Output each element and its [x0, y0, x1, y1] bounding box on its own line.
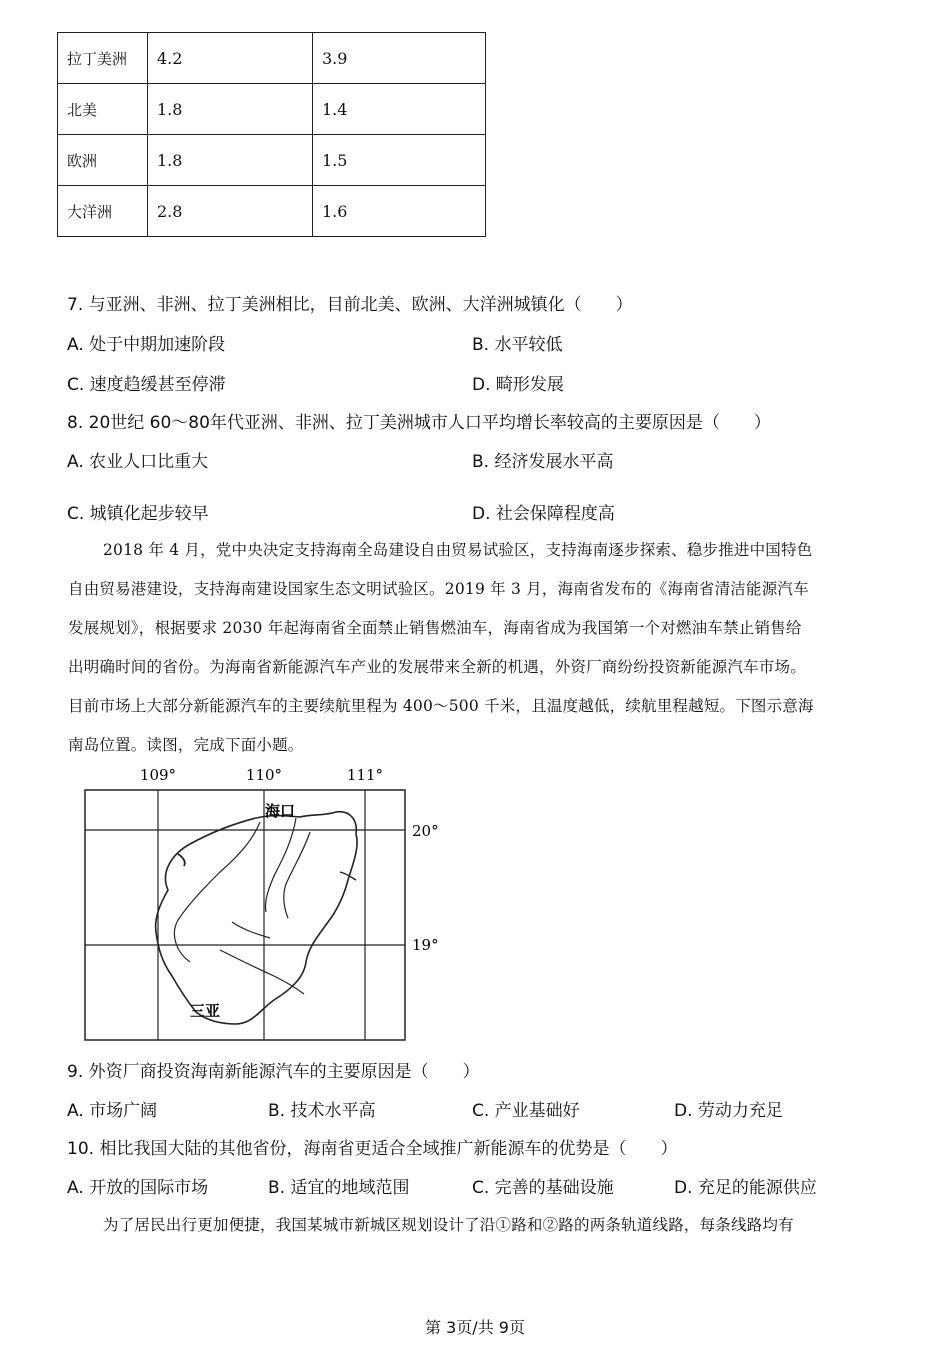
table-row — [58, 84, 486, 135]
hainan-coastline — [156, 812, 357, 1024]
question-9-stem: 9. 外资厂商投资海南新能源汽车的主要原因是（ ） — [67, 1062, 480, 1082]
question-9-option-b[interactable]: B. 技术水平高 — [268, 1101, 376, 1121]
question-10-option-d[interactable]: D. 充足的能源供应 — [674, 1178, 817, 1198]
question-7-stem: 7. 与亚洲、非洲、拉丁美洲相比，目前北美、欧洲、大洋洲城镇化（ ） — [67, 295, 633, 315]
question-9-option-c[interactable]: C. 产业基础好 — [472, 1101, 580, 1121]
hainan-island-map — [60, 762, 445, 1044]
question-10-option-b[interactable]: B. 适宜的地域范围 — [268, 1178, 410, 1198]
longitude-label: 111° — [346, 766, 384, 784]
latitude-label: 19° — [412, 936, 439, 954]
table-cell-region: 欧洲 — [58, 135, 148, 186]
city-label-haikou: 海口 — [265, 802, 296, 820]
table-cell-value: 1.8 — [148, 135, 313, 186]
question-7-option-d[interactable]: D. 畸形发展 — [472, 375, 564, 395]
question-8-option-c[interactable]: C. 城镇化起步较早 — [67, 504, 209, 524]
passage-2-line: 为了居民出行更加便捷，我国某城市新城区规划设计了沿①路和②路的两条轨道线路，每条线路均有 — [103, 1216, 794, 1234]
longitude-label: 109° — [139, 766, 177, 784]
table-cell-region: 大洋洲 — [58, 186, 148, 237]
table-row — [58, 186, 486, 237]
table-cell-region: 拉丁美洲 — [58, 33, 148, 84]
table-cell-value: 1.4 — [313, 84, 486, 135]
city-label-sanya: 三亚 — [190, 1002, 221, 1020]
passage-line: 目前市场上大部分新能源汽车的主要续航里程为 400～500 千米，且温度越低，续航里程越短。下图示意海 — [68, 697, 814, 715]
question-10-option-c[interactable]: C. 完善的基础设施 — [472, 1178, 614, 1198]
question-8-stem: 8. 20世纪 60～80年代亚洲、非洲、拉丁美洲城市人口平均增长率较高的主要原因是（ ） — [67, 413, 771, 433]
urbanization-rate-table — [57, 32, 486, 237]
table-cell-value: 3.9 — [313, 33, 486, 84]
river — [174, 822, 260, 962]
table-cell-region: 北美 — [58, 84, 148, 135]
table-cell-value: 1.8 — [148, 84, 313, 135]
table-cell-value: 1.6 — [313, 186, 486, 237]
page-number: 第 3页/共 9页 — [425, 1318, 525, 1337]
passage-line: 2018 年 4 月，党中央决定支持海南全岛建设自由贸易试验区，支持海南逐步探索、稳步推进中国特色 — [103, 541, 813, 559]
table-cell-value: 2.8 — [148, 186, 313, 237]
passage-line: 自由贸易港建设，支持海南建设国家生态文明试验区。2019 年 3 月，海南省发布的《海南省清洁能源汽车 — [68, 580, 809, 598]
table-row — [58, 135, 486, 186]
question-7-option-a[interactable]: A. 处于中期加速阶段 — [67, 335, 226, 355]
table-cell-value: 4.2 — [148, 33, 313, 84]
question-10-stem: 10. 相比我国大陆的其他省份，海南省更适合全域推广新能源车的优势是（ ） — [67, 1139, 678, 1159]
coast-detail — [178, 854, 185, 866]
passage-line: 南岛位置。读图，完成下面小题。 — [68, 736, 304, 754]
passage-line: 出明确时间的省份。为海南省新能源汽车产业的发展带来全新的机遇，外资厂商纷纷投资新能源汽车市场。 — [68, 658, 806, 676]
passage-line: 发展规划》，根据要求 2030 年起海南省全面禁止销售燃油车，海南省成为我国第一个对燃油车禁止销售给 — [68, 619, 802, 637]
table-cell-value: 1.5 — [313, 135, 486, 186]
river — [265, 818, 296, 912]
question-7-option-c[interactable]: C. 速度趋缓甚至停滞 — [67, 375, 226, 395]
question-7-option-b[interactable]: B. 水平较低 — [472, 335, 563, 355]
latitude-label: 20° — [412, 822, 439, 840]
question-8-option-d[interactable]: D. 社会保障程度高 — [472, 504, 615, 524]
table-row — [58, 33, 486, 84]
question-8-option-a[interactable]: A. 农业人口比重大 — [67, 452, 209, 472]
longitude-label: 110° — [245, 766, 283, 784]
question-8-option-b[interactable]: B. 经济发展水平高 — [472, 452, 614, 472]
river — [284, 832, 310, 918]
question-9-option-d[interactable]: D. 劳动力充足 — [674, 1101, 783, 1121]
question-10-option-a[interactable]: A. 开放的国际市场 — [67, 1178, 209, 1198]
question-9-option-a[interactable]: A. 市场广阔 — [67, 1101, 158, 1121]
